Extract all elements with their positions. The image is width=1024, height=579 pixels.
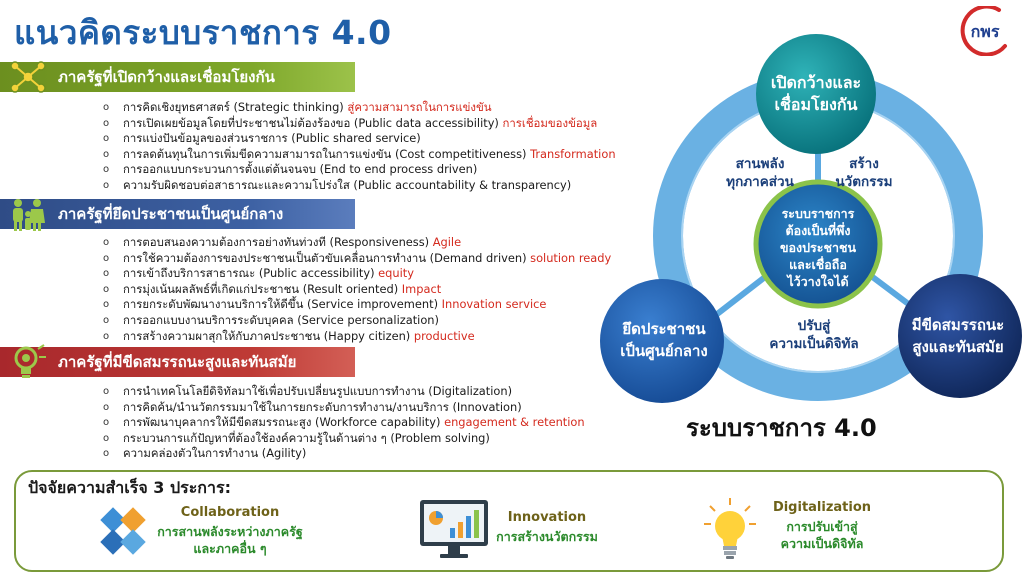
circle-citizen-centric-line2: เป็นศูนย์กลาง bbox=[620, 342, 708, 360]
list-item: o การยกระดับพัฒนางานบริการให้ดีขึ้น (Service improvement) Innovation service bbox=[103, 297, 611, 313]
government-4-0-diagram bbox=[592, 28, 1022, 408]
diagram-title: ระบบราชการ 4.0 bbox=[686, 414, 877, 442]
list-item: o การนำเทคโนโลยีดิจิทัลมาใช้เพื่อปรับเปลี่ยนรูปแบบการทำงาน (Digitalization) bbox=[103, 384, 585, 400]
list-item: o การเข้าถึงบริการสาธารณะ (Public accessibility) equity bbox=[103, 266, 611, 282]
list-item: o การออกแบบกระบวนการตั้งแต่ต้นจนจบ (End to end process driven) bbox=[103, 162, 616, 178]
list-item: o การตอบสนองความต้องการอย่างทันท่วงที (Responsiveness) Agile bbox=[103, 235, 611, 251]
people-icon bbox=[8, 195, 48, 233]
page-title: แนวคิดระบบราชการ 4.0 bbox=[14, 13, 392, 52]
list-item: o การพัฒนาบุคลากรให้มีขีดสมรรถนะสูง (Workforce capability) engagement & retention bbox=[103, 415, 585, 431]
factor-innovation-desc1: การสร้างนวัตกรรม bbox=[496, 529, 598, 544]
section-heading-text: ภาครัฐที่ยึดประชาชนเป็นศูนย์กลาง bbox=[58, 205, 284, 223]
label-digital-line1: ปรับสู่ bbox=[797, 318, 831, 334]
list-item: o การคิดเชิงยุทธศาสตร์ (Strategic thinking) สู่ความสามารถในการแข่งขัน bbox=[103, 100, 616, 116]
label-collaboration-line1: สานพลัง bbox=[735, 156, 785, 172]
section-heading-citizen-centric bbox=[0, 199, 355, 229]
circle-open-connected-line1: เปิดกว้างและ bbox=[770, 73, 862, 92]
section-heading-open-connected bbox=[0, 62, 355, 92]
list-item: o การใช้ความต้องการของประชาชนเป็นตัวขับเคลื่อนการทำงาน (Demand driven) solution ready bbox=[103, 251, 611, 267]
list-item: o การคิดค้น/นำนวัตกรรมมาใช้ในการยกระดับการทำงาน/งานบริการ (Innovation) bbox=[103, 400, 585, 416]
lightbulb-icon bbox=[702, 496, 758, 562]
factor-innovation-name: Innovation bbox=[507, 510, 587, 525]
monitor-chart-icon bbox=[418, 498, 490, 560]
factor-digitalization-desc1: การปรับเข้าสู่ bbox=[786, 519, 858, 534]
factor-collaboration-name: Collaboration bbox=[180, 505, 280, 520]
label-digital-line2: ความเป็นดิจิทัล bbox=[769, 336, 859, 352]
factor-collaboration-desc2: และภาคอื่น ๆ bbox=[193, 541, 267, 556]
section-list-high-performance bbox=[103, 384, 585, 462]
section-list-citizen-centric bbox=[103, 235, 611, 344]
section-heading-text: ภาครัฐที่มีขีดสมรรถนะสูงและทันสมัย bbox=[58, 353, 297, 371]
center-line2: ต้องเป็นที่พึ่ง bbox=[785, 223, 851, 238]
list-item: o การเปิดเผยข้อมูลโดยที่ประชาชนไม่ต้องร้องขอ (Public data accessibility) การเชื่อมของข้อมูล bbox=[103, 116, 616, 132]
list-item: o กระบวนการแก้ปัญหาที่ต้องใช้องค์ความรู้ในด้านต่าง ๆ (Problem solving) bbox=[103, 431, 585, 447]
label-innovation-line2: นวัตกรรม bbox=[835, 174, 893, 190]
circle-citizen-centric bbox=[600, 279, 724, 403]
factor-digitalization-name: Digitalization bbox=[772, 500, 872, 515]
center-line5: ไว้วางใจได้ bbox=[787, 274, 849, 289]
list-item: o ความคล่องตัวในการทำงาน (Agility) bbox=[103, 446, 585, 462]
circle-high-performance bbox=[898, 274, 1022, 398]
list-item: o ความรับผิดชอบต่อสาธารณะและความโปร่งใส (Public accountability & transparency) bbox=[103, 178, 616, 194]
center-line3: ของประชาชน bbox=[779, 240, 857, 255]
circle-open-connected-line2: เชื่อมโยงกัน bbox=[774, 95, 858, 114]
circle-citizen-centric-line1: ยึดประชาชน bbox=[622, 320, 706, 338]
list-item: o การออกแบบงานบริการระดับบุคคล (Service personalization) bbox=[103, 313, 611, 329]
list-item: o การสร้างความผาสุกให้กับภาคประชาชน (Happy citizen) productive bbox=[103, 329, 611, 345]
circle-high-performance-line1: มีขีดสมรรถนะ bbox=[911, 316, 1005, 334]
section-list-open-connected bbox=[103, 100, 616, 194]
lightbulb-gear-icon bbox=[8, 343, 48, 381]
label-innovation-line1: สร้าง bbox=[849, 156, 879, 172]
success-factors-title: ปัจจัยความสำเร็จ 3 ประการ: bbox=[28, 478, 231, 497]
logo-text: กพร bbox=[970, 22, 1000, 41]
center-line4: และเชื่อถือ bbox=[789, 257, 847, 272]
list-item: o การแบ่งปันข้อมูลของส่วนราชการ (Public shared service) bbox=[103, 131, 616, 147]
list-item: o การมุ่งเน้นผลลัพธ์ที่เกิดแก่ประชาชน (Result oriented) Impact bbox=[103, 282, 611, 298]
circle-open-connected bbox=[756, 34, 876, 154]
list-item: o การลดต้นทุนในการเพิ่มขีดความสามารถในการแข่งขัน (Cost competitiveness) Transformation bbox=[103, 147, 616, 163]
factor-collaboration-desc1: การสานพลังระหว่างภาครัฐ bbox=[157, 524, 303, 539]
factor-digitalization-desc2: ความเป็นดิจิทัล bbox=[780, 536, 864, 551]
section-heading-text: ภาครัฐที่เปิดกว้างและเชื่อมโยงกัน bbox=[58, 68, 275, 86]
network-icon bbox=[8, 58, 48, 96]
center-line1: ระบบราชการ bbox=[781, 206, 855, 221]
label-collaboration-line2: ทุกภาคส่วน bbox=[726, 174, 794, 190]
circle-high-performance-line2: สูงและทันสมัย bbox=[912, 338, 1004, 356]
section-heading-high-performance bbox=[0, 347, 355, 377]
